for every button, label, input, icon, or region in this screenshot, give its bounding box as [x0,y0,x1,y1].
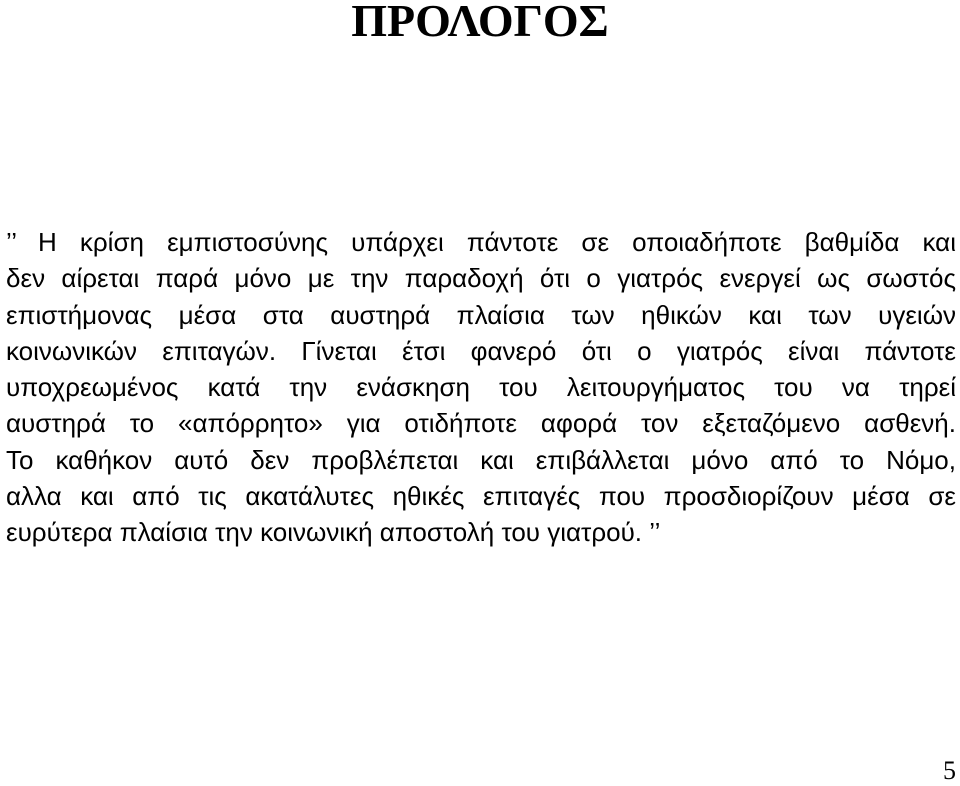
opening-quote-mark: ’’ [6,227,18,257]
paragraph-line: επιστήμονας μέσα στα αυστηρά πλαίσια των ηθικών και των υγειών [6,299,956,330]
paragraph-line: δεν αίρεται παρά μόνο με την παραδοχή ότι ο γιατρός ενεργεί ως σωστός [6,263,956,294]
paragraph-line [6,224,956,260]
paragraph-line: Το καθήκον αυτό δεν προβλέπεται και επιβάλλεται μόνο από το Νόμο, [6,444,956,475]
paragraph-line: κοινωνικών επιταγών. Γίνεται έτσι φανερό ότι ο γιατρός είναι πάντοτε [6,335,956,366]
paragraph-line-text: ευρύτερα πλαίσια την κοινωνική αποστολή του γιατρού. [6,517,643,548]
page-title: ΠΡΟΛΟΓΟΣ [351,0,609,46]
paragraph-line [6,514,956,550]
paragraph-line: υποχρεωμένος κατά την ενάσκηση του λειτουργήματος του να τηρεί [6,372,956,403]
paragraph-line-text: Η κρίση εμπιστοσύνης υπάρχει πάντοτε σε οποιαδήποτε βαθμίδα και [38,227,956,257]
prologue-paragraph [6,224,956,551]
closing-quote-mark: ’’ [649,517,661,548]
page-number: 5 [943,756,956,785]
paragraph-line: αυστηρά το «απόρρητο» για οτιδήποτε αφορά τον εξεταζόμενο ασθενή. [6,408,956,439]
paragraph-line: αλλα και από τις ακατάλυτες ηθικές επιταγές που προσδιορίζουν μέσα σε [6,481,956,512]
